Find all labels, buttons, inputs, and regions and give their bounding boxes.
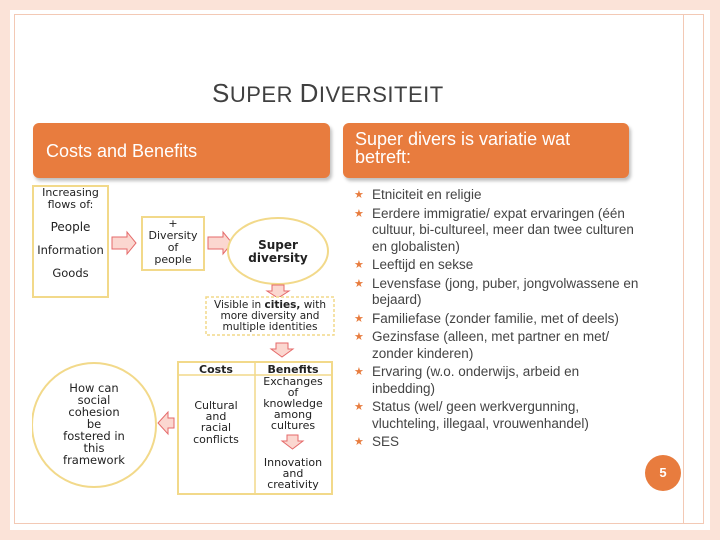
cohesion-line-5: fostered in (63, 429, 125, 443)
diversity-line-2: Diversity (148, 229, 198, 242)
bullet-icon: ★ (354, 436, 364, 448)
flows-item-people: People (50, 220, 91, 234)
arrow-flows-to-diversity (112, 232, 136, 254)
list-item: ★ Status (wel/ geen werkvergunning, vluchteling, illegaal, vrouwenhandel) (354, 399, 589, 431)
slide-frame-left (0, 0, 10, 540)
arrow-table-to-cohesion (158, 412, 174, 434)
flows-header-line-1: Increasing (42, 186, 99, 199)
cities-line-2: more diversity and (220, 310, 320, 322)
cohesion-line-4: be (86, 417, 102, 431)
benefits-exchange-line-3: knowledge (263, 397, 323, 410)
bullet-icon: ★ (354, 312, 364, 325)
bullet-icon: ★ (354, 259, 364, 271)
costs-item-line-1: Cultural (194, 399, 238, 412)
benefits-innovation-line-3: creativity (267, 478, 319, 491)
diversity-line-3: of (167, 241, 179, 254)
flows-item-goods: Goods (52, 266, 89, 280)
list-item: ★ Eerdere immigratie/ expat ervaringen (één cultuur, bi-cultureel, meer dan twee culturen en globalisten) (354, 205, 634, 254)
benefits-exchange-line-4: among (273, 408, 313, 421)
cohesion-line-1: How can (69, 381, 119, 395)
list-item: ★ Levensfase (jong, puber, jongvolwassene en bejaard) (354, 275, 639, 307)
cohesion-line-3: cohesion (68, 405, 120, 419)
flows-item-information: Information (37, 243, 104, 257)
bullet-icon: ★ (354, 401, 364, 413)
list-item: ★ Familiefase (zonder familie, met of deels) (354, 310, 619, 326)
super-divers-header-label: Super divers is variatie wat betreft: (355, 129, 571, 167)
cohesion-line-7: framework (63, 453, 125, 467)
page-number-badge: 5 (645, 455, 681, 491)
benefits-exchange-line-1: Exchanges (263, 375, 323, 388)
super-divers-header (343, 123, 629, 178)
costs-item-line-4: conflicts (193, 433, 239, 446)
arrow-super-to-cities (267, 285, 289, 298)
list-item: ★ Ervaring (w.o. onderwijs, arbeid en inbedding) (354, 364, 580, 396)
benefits-column-header: Benefits (267, 363, 319, 376)
cities-line-3: multiple identities (222, 321, 318, 333)
cohesion-line-2: social (77, 393, 111, 407)
diversity-line-1: + (168, 217, 178, 230)
costs-benefits-header-label: Costs and Benefits (46, 141, 198, 161)
slide-vertical-rule (683, 14, 684, 524)
bullet-icon: ★ (354, 207, 364, 220)
slide-frame-bottom (0, 530, 720, 540)
slide-frame-right (710, 0, 720, 540)
flows-header-line-2: flows of: (47, 198, 94, 211)
benefits-innovation-line-2: and (282, 467, 304, 480)
bullet-icon: ★ (354, 366, 364, 378)
benefits-exchange-line-5: cultures (270, 419, 316, 432)
super-diversity-line-1: Super (258, 238, 298, 252)
list-item: ★ SES (354, 434, 400, 449)
bullet-icon: ★ (354, 189, 364, 201)
super-diversity-bullet-list (354, 187, 644, 453)
super-diversity-line-2: diversity (248, 251, 308, 265)
diversity-line-4: people (154, 253, 192, 266)
cities-line-1: Visible in cities, with (214, 299, 326, 311)
costs-column-header: Costs (199, 363, 233, 376)
benefits-innovation-line-1: Innovation (263, 456, 323, 469)
list-item: ★ Etniciteit en religie (354, 187, 482, 202)
costs-item-line-3: racial (200, 421, 232, 434)
cohesion-line-6: this (83, 441, 105, 455)
benefits-exchange-line-2: of (287, 386, 299, 399)
arrow-cities-to-costs (271, 343, 293, 357)
costs-benefits-header (33, 123, 330, 178)
slide-frame-top (0, 0, 720, 10)
bullet-icon: ★ (354, 277, 364, 290)
list-item: ★ Gezinsfase (alleen, met partner en met/ zonder kinderen) (354, 329, 610, 361)
costs-item-line-2: and (205, 410, 227, 423)
list-item: ★ Leeftijd en sekse (354, 257, 474, 272)
slide-title: SUPER DIVERSITEIT (212, 78, 444, 108)
bullet-icon: ★ (354, 331, 364, 343)
costs-benefits-diagram (32, 185, 337, 495)
